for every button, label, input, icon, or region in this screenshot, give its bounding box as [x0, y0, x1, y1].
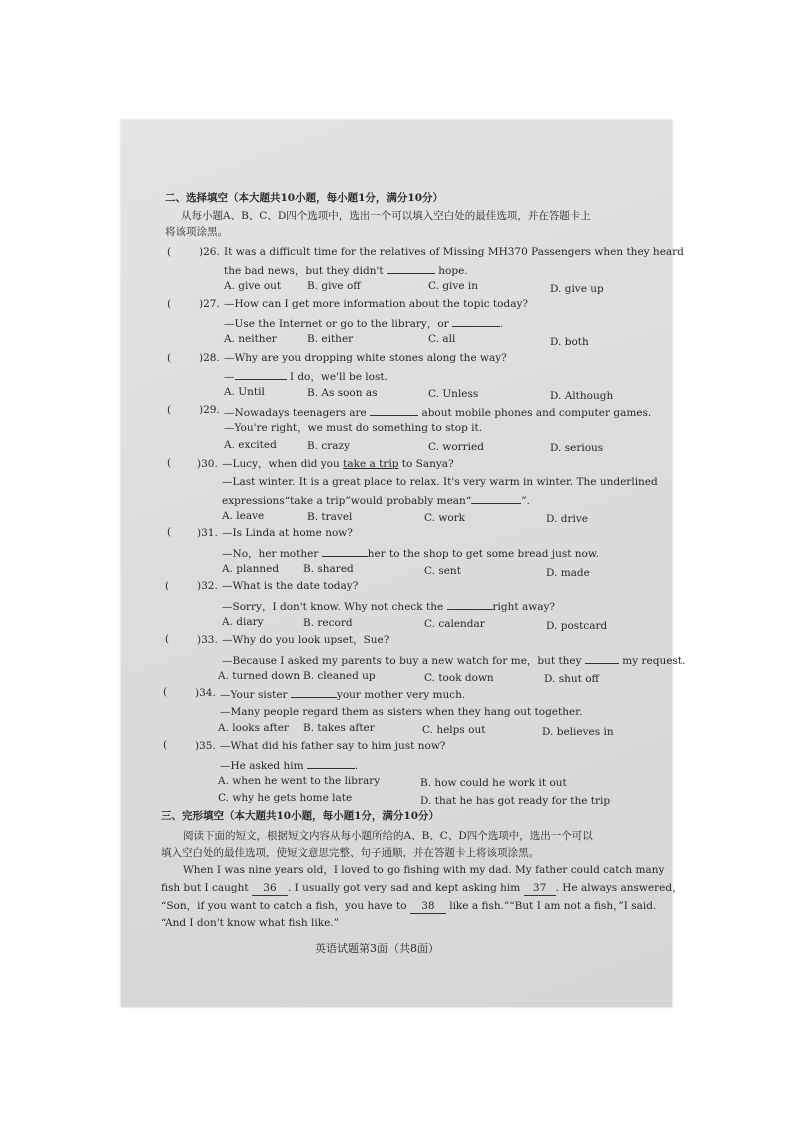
option-a: A. looks after: [218, 722, 289, 734]
question-number: )30.: [197, 458, 218, 470]
exam-page: [121, 120, 686, 1007]
answer-paren[interactable]: (: [167, 404, 172, 416]
option-b: B. record: [303, 617, 353, 629]
answer-blank: [322, 546, 368, 557]
option-c: C. give in: [428, 280, 479, 292]
cloze-blank-38: 38: [410, 900, 446, 914]
option-b: B. cleaned up: [303, 670, 376, 682]
answer-paren[interactable]: (: [163, 686, 168, 698]
question-text: —Why are you dropping white stones along the way?: [224, 352, 507, 364]
option-a: A. Until: [224, 386, 265, 398]
option-c: C. work: [424, 512, 466, 524]
option-a: A. planned: [222, 563, 280, 575]
question-number: )27.: [199, 298, 220, 310]
question-text-line3: expressions“take a trip”would probably mean“ ”.: [222, 495, 530, 507]
question-text-line2: —Use the Internet or go to the library，or .: [224, 318, 504, 330]
option-d: D. shut off: [544, 673, 599, 685]
option-b: B. crazy: [307, 440, 351, 452]
option-b: B. either: [307, 333, 354, 345]
answer-blank: [452, 316, 500, 327]
question-number: )35.: [195, 740, 216, 752]
question-number: )31.: [197, 527, 218, 539]
question-text: —What is the date today?: [222, 580, 359, 592]
option-a: A. excited: [224, 439, 277, 451]
option-b: B. As soon as: [307, 387, 378, 399]
option-d: D. drive: [546, 513, 588, 525]
option-a: A. give out: [224, 280, 282, 292]
option-d: D. that he has got ready for the trip: [420, 795, 611, 807]
question-number: )33.: [197, 634, 218, 646]
question-text-line2: —Because I asked my parents to buy a new watch for me，but they my request.: [222, 655, 686, 667]
option-b: B. shared: [303, 563, 354, 575]
option-c: C. calendar: [424, 618, 485, 630]
passage-line: “Son，if you want to catch a fish，you have to 38 like a fish.”“But I am not a fish，”I said.: [161, 900, 657, 912]
option-c: C. worried: [428, 441, 484, 453]
answer-paren[interactable]: (: [167, 526, 172, 538]
passage-line: “And I don't know what fish like.”: [161, 917, 339, 929]
section-3-instruction: 阅读下面的短文，根据短文内容从每小题所给的A、B、C、D四个选项中，选出一个可以: [183, 830, 593, 842]
option-a: A. when he went to the library: [218, 775, 381, 787]
option-d: D. made: [546, 567, 590, 579]
option-c: C. helps out: [422, 724, 486, 736]
answer-blank: [291, 687, 337, 698]
answer-blank: [235, 369, 287, 380]
section-3-title: 三、完形填空（本大题共10小题，每小题1分，满分10分）: [161, 810, 440, 822]
answer-blank: [447, 599, 493, 610]
answer-blank: [307, 758, 355, 769]
question-text: —What did his father say to him just now?: [220, 740, 446, 752]
answer-blank: [471, 493, 521, 504]
option-c: C. all: [428, 333, 456, 345]
question-text-line2: —Many people regard them as sisters when they hang out together.: [220, 706, 583, 718]
answer-paren[interactable]: (: [165, 580, 170, 592]
option-b: B. travel: [307, 511, 353, 523]
section-2-instruction: 从每小题A、B、C、D四个选项中，选出一个可以填入空白处的最佳选项，并在答题卡上: [181, 210, 591, 222]
option-c: C. took down: [424, 672, 494, 684]
answer-blank: [585, 653, 619, 664]
cloze-blank-37: 37: [524, 882, 556, 896]
passage-line: fish but I caught 36 . I usually got very sad and kept asking him 37 . He always answered，: [161, 882, 683, 894]
question-text: —Lucy，when did you take a trip to Sanya?: [222, 458, 454, 470]
section-2-instruction-cont: 将该项涂黑。: [165, 226, 228, 238]
question-number: )26.: [199, 246, 220, 258]
section-3-instruction-cont: 填入空白处的最佳选项，使短文意思完整、句子通顺，并在答题卡上将该项涂黑。: [161, 847, 539, 859]
question-text-line2: —He asked him .: [220, 760, 359, 772]
option-b: B. takes after: [303, 722, 375, 734]
question-text: —Is Linda at home now?: [222, 527, 353, 539]
option-c: C. why he gets home late: [218, 792, 353, 804]
option-b: B. give off: [307, 280, 361, 292]
question-text: It was a difficult time for the relatives of Missing MH370 Passengers when they heard: [224, 246, 684, 258]
question-text-line2: —Last winter. It is a great place to relax. It's very warm in winter. The underlined: [222, 476, 658, 488]
question-text: —Your sister your mother very much.: [220, 689, 466, 701]
answer-paren[interactable]: (: [165, 633, 170, 645]
page-footer: 英语试题第3面（共8面）: [315, 942, 439, 955]
question-number: )34.: [195, 687, 216, 699]
option-a: A. neither: [224, 333, 277, 345]
option-d: D. postcard: [546, 620, 608, 632]
answer-paren[interactable]: (: [167, 352, 172, 364]
option-d: D. both: [550, 336, 589, 348]
option-d: D. give up: [550, 283, 604, 295]
answer-blank: [387, 263, 435, 274]
question-text-line2: —No，her mother her to the shop to get some bread just now.: [222, 548, 599, 560]
option-d: D. Although: [550, 390, 614, 402]
option-b: B. how could he work it out: [420, 777, 567, 789]
underlined-phrase: take a trip: [343, 458, 399, 470]
question-text: —Why do you look upset，Sue?: [222, 634, 390, 646]
passage-line: When I was nine years old，I loved to go fishing with my dad. My father could catch many: [183, 864, 665, 876]
option-d: D. serious: [550, 442, 604, 454]
section-2-title: 二、选择填空（本大题共10小题，每小题1分，满分10分）: [165, 192, 444, 204]
question-number: )29.: [199, 404, 220, 416]
answer-paren[interactable]: (: [167, 457, 172, 469]
question-text-line2: —Sorry，I don't know. Why not check the right away?: [222, 601, 556, 613]
option-c: C. Unless: [428, 388, 479, 400]
question-text: —How can I get more information about the topic today?: [224, 298, 529, 310]
question-text-line2: the bad news，but they didn't hope.: [224, 265, 468, 277]
option-c: C. sent: [424, 565, 461, 577]
question-text: —Nowadays teenagers are about mobile phones and computer games.: [224, 407, 652, 419]
answer-paren[interactable]: (: [167, 298, 172, 310]
answer-paren[interactable]: (: [167, 246, 172, 258]
cloze-blank-36: 36: [252, 882, 288, 896]
question-text-line2: —You're right，we must do something to stop it.: [224, 422, 483, 434]
answer-blank: [370, 405, 418, 416]
answer-paren[interactable]: (: [163, 739, 168, 751]
question-number: )28.: [199, 352, 220, 364]
option-d: D. believes in: [542, 726, 614, 738]
option-a: A. diary: [222, 616, 264, 628]
question-number: )32.: [197, 580, 218, 592]
option-a: A. turned down: [218, 670, 301, 682]
question-text-line2: — I do，we'll be lost.: [224, 371, 388, 383]
option-a: A. leave: [222, 510, 265, 522]
